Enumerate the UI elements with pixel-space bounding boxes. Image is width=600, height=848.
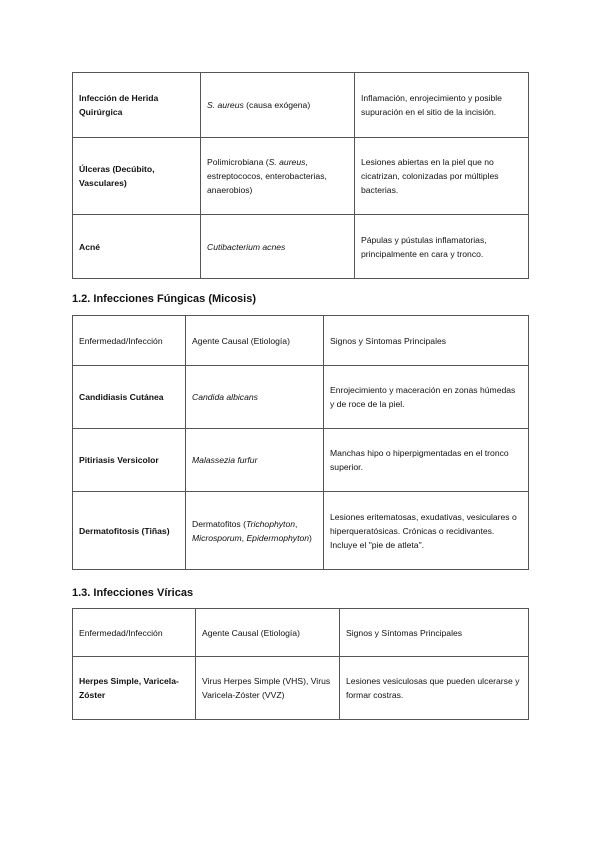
table-row [73, 138, 529, 215]
signs-cell: Lesiones abiertas en la piel que no cicatrizan, colonizadas por múltiples bacterias. [355, 138, 529, 215]
column-header: Enfermedad/Infección [73, 316, 186, 366]
table-header-row [73, 316, 529, 366]
agent-cell: Polimicrobiana (S. aureus, estreptococos, enterobacterias, anaerobios) [201, 138, 355, 215]
agent-cell: Dermatofitos (Trichophyton, Microsporum, Epidermophyton) [186, 492, 324, 570]
table-row [73, 492, 529, 570]
table-header-row [73, 609, 529, 657]
disease-cell: Dermatofitosis (Tiñas) [73, 492, 186, 570]
viral-infections-table [72, 608, 529, 720]
disease-cell: Infección de Herida Quirúrgica [73, 73, 201, 138]
disease-cell: Pitiriasis Versicolor [73, 429, 186, 492]
agent-cell: Cutibacterium acnes [201, 215, 355, 279]
column-header: Signos y Síntomas Principales [340, 609, 529, 657]
agent-cell: Candida albicans [186, 366, 324, 429]
disease-cell: Acné [73, 215, 201, 279]
column-header: Signos y Síntomas Principales [324, 316, 529, 366]
fungal-infections-table [72, 315, 529, 570]
agent-cell: Virus Herpes Simple (VHS), Virus Varicela-Zóster (VVZ) [196, 657, 340, 720]
section-heading-viral: 1.3. Infecciones Víricas [72, 587, 194, 599]
signs-cell: Pápulas y pústulas inflamatorias, principalmente en cara y tronco. [355, 215, 529, 279]
signs-cell: Inflamación, enrojecimiento y posible supuración en el sitio de la incisión. [355, 73, 529, 138]
agent-cell: S. aureus (causa exógena) [201, 73, 355, 138]
table-row [73, 657, 529, 720]
table-row [73, 366, 529, 429]
column-header: Enfermedad/Infección [73, 609, 196, 657]
disease-cell: Herpes Simple, Varicela-Zóster [73, 657, 196, 720]
signs-cell: Enrojecimiento y maceración en zonas húmedas y de roce de la piel. [324, 366, 529, 429]
disease-cell: Úlceras (Decúbito, Vasculares) [73, 138, 201, 215]
column-header: Agente Causal (Etiología) [196, 609, 340, 657]
table-row [73, 429, 529, 492]
table-row [73, 73, 529, 138]
section-heading-fungal: 1.2. Infecciones Fúngicas (Micosis) [72, 293, 256, 305]
bacterial-infections-table [72, 72, 529, 279]
signs-cell: Lesiones vesiculosas que pueden ulcerarse y formar costras. [340, 657, 529, 720]
agent-cell: Malassezia furfur [186, 429, 324, 492]
table-row [73, 215, 529, 279]
signs-cell: Manchas hipo o hiperpigmentadas en el tronco superior. [324, 429, 529, 492]
signs-cell: Lesiones eritematosas, exudativas, vesiculares o hiperqueratósicas. Crónicas o recidivantes. Incluye el "pie de atleta". [324, 492, 529, 570]
column-header: Agente Causal (Etiología) [186, 316, 324, 366]
disease-cell: Candidiasis Cutánea [73, 366, 186, 429]
